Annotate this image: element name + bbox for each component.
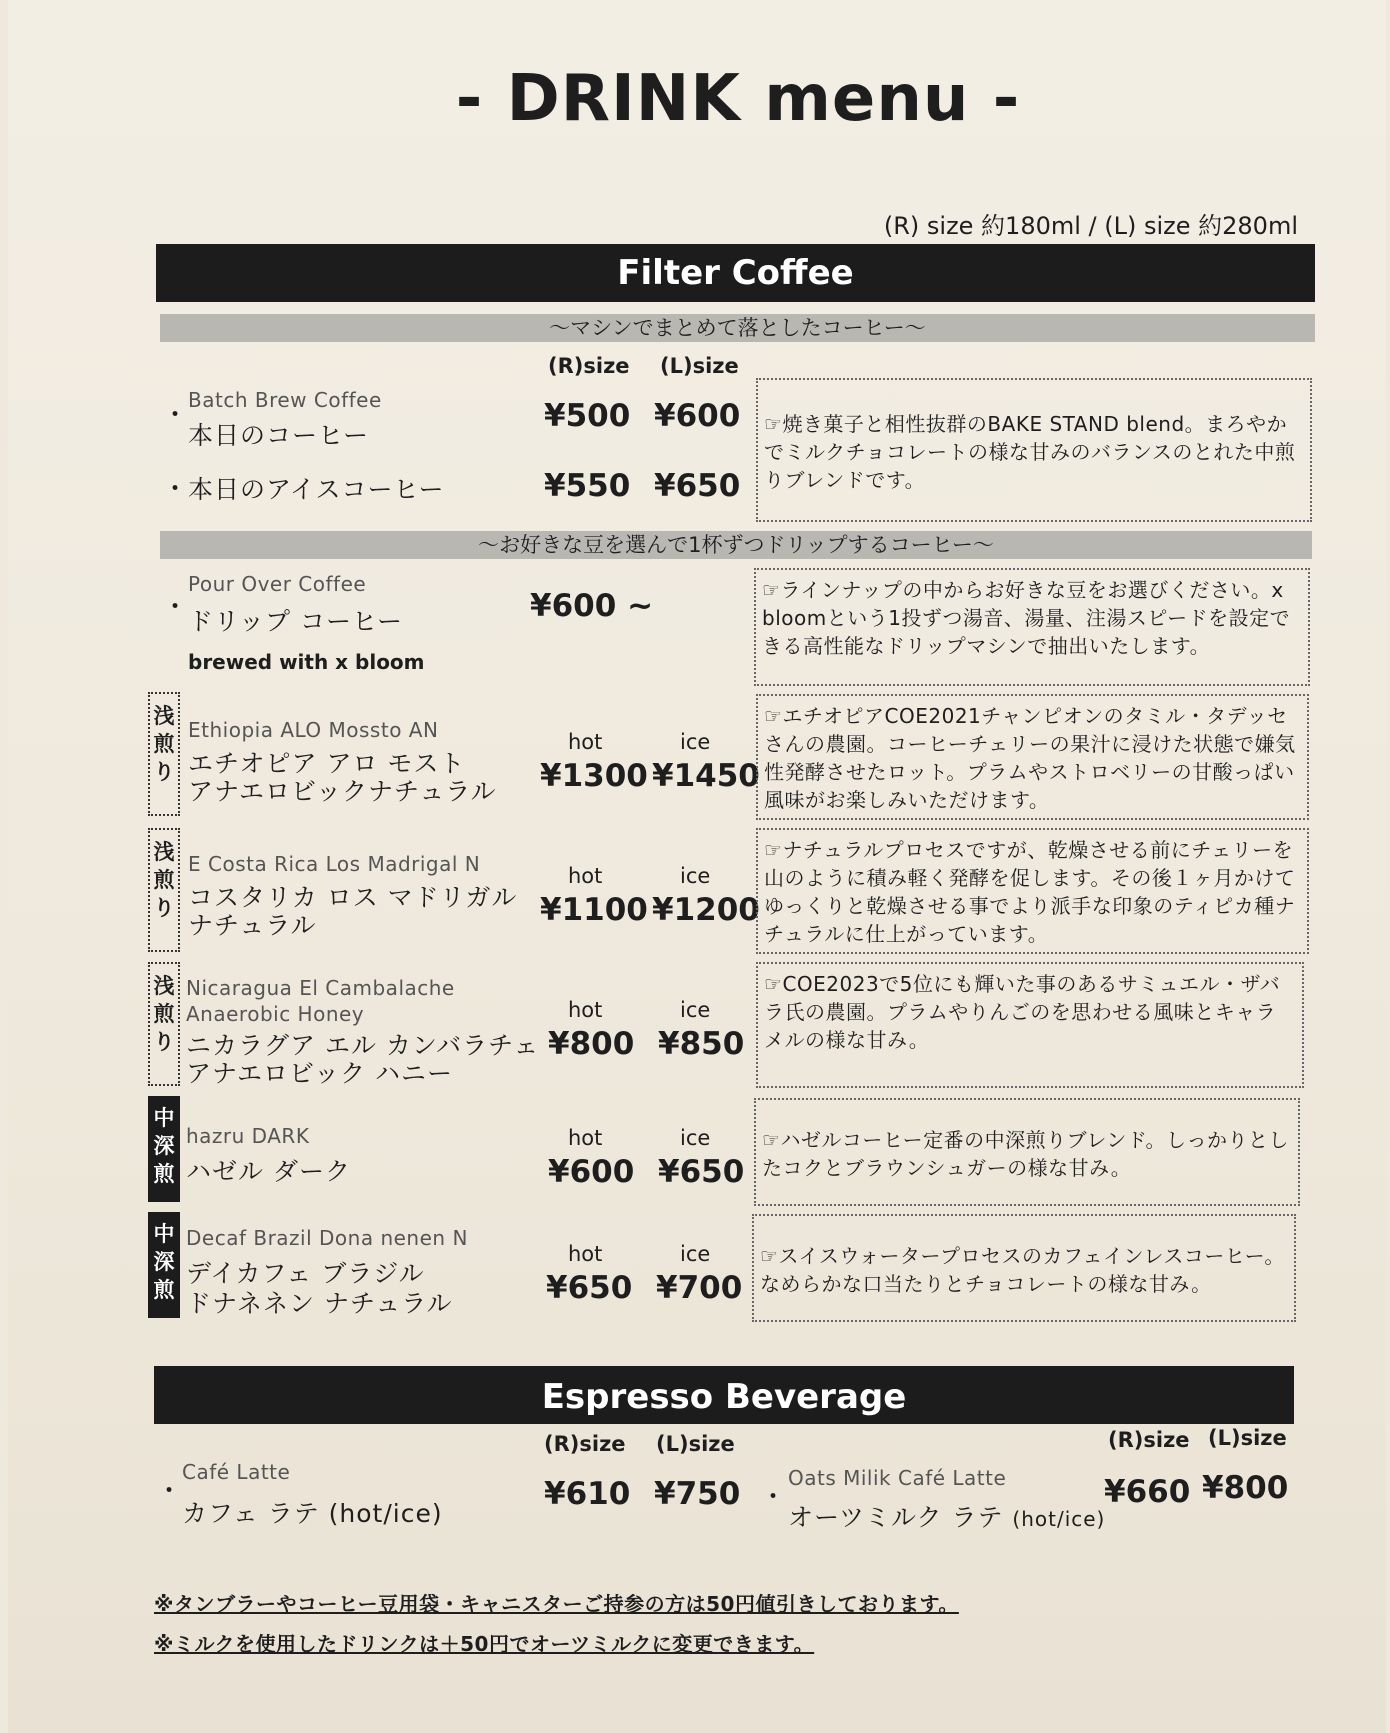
pointing-finger-icon: ☞ — [762, 1128, 781, 1152]
size-note: (R) size 約180ml / (L) size 約280ml — [883, 212, 1298, 240]
description-box: ☞COE2023で5位にも輝いた事のあるサミュエル・ザバラ氏の農園。プラムやりんごのを思わせる風味とキャラメルの様な甘み。 — [756, 962, 1304, 1088]
price-l: ¥650 — [654, 468, 741, 504]
item-sub-note: brewed with x bloom — [188, 650, 425, 674]
item-jp-name-2: ドナネネン ナチュラル — [186, 1289, 453, 1318]
footnote-discount: ※タンブラーやコーヒー豆用袋・キャニスターご持参の方は50円値引きしております。 — [154, 1592, 959, 1616]
item-jp-name: ニカラグア エル カンバラチェ — [186, 1031, 540, 1060]
item-jp-name-2: アナエロビックナチュラル — [188, 777, 497, 806]
item-jp-name: 本日のコーヒー — [188, 421, 370, 450]
bullet-dot-icon: ・ — [762, 1485, 785, 1510]
pointing-finger-icon: ☞ — [764, 972, 783, 996]
item-en-name: Pour Over Coffee — [188, 572, 367, 596]
section-heading-espresso: Espresso Beverage — [154, 1366, 1294, 1424]
price-hot: ¥1300 — [540, 758, 648, 794]
item-jp-name: 本日のアイスコーヒー — [188, 475, 445, 504]
item-en-name: Oats Milik Café Latte — [788, 1466, 1007, 1490]
pointing-finger-icon: ☞ — [760, 1244, 779, 1268]
item-jp-name: エチオピア アロ モスト — [188, 749, 466, 778]
col-header-r: (R)size — [1108, 1428, 1190, 1452]
hot-label: hot — [568, 864, 603, 888]
price: ¥600 ~ — [530, 588, 654, 624]
hot-label: hot — [568, 998, 603, 1022]
col-header-l: (L)size — [1208, 1426, 1287, 1450]
description-box: ☞スイスウォータープロセスのカフェインレスコーヒー。なめらかな口当たりとチョコレートの様な甘み。 — [752, 1214, 1296, 1322]
bullet-dot-icon: ・ — [164, 595, 187, 620]
subheading-batch: ～マシンでまとめて落としたコーヒー～ — [160, 314, 1315, 342]
item-jp-name: デイカフェ ブラジル — [186, 1259, 425, 1288]
item-jp-name: コスタリカ ロス マドリガル — [188, 883, 518, 912]
description-box: ☞ナチュラルプロセスですが、乾燥させる前にチェリーを山のように積み軽く発酵を促します。その後１ヶ月かけてゆっくりと乾燥させる事でより派手な印象のティピカ種ナチュラルに仕上がっています。 — [756, 828, 1309, 954]
page-title: - DRINK menu - — [455, 62, 1021, 136]
bullet-dot-icon: ・ — [164, 403, 187, 428]
price-ice: ¥650 — [658, 1154, 745, 1190]
item-en-name: Café Latte — [182, 1460, 291, 1484]
col-header-l: (L)size — [656, 1432, 735, 1456]
description-box: ☞ハゼルコーヒー定番の中深煎りブレンド。しっかりとしたコクとブラウンシュガーの様な甘み。 — [754, 1098, 1300, 1206]
price-hot: ¥800 — [548, 1026, 635, 1062]
price-ice: ¥850 — [658, 1026, 745, 1062]
ice-label: ice — [680, 864, 711, 888]
item-en-name: hazru DARK — [186, 1124, 310, 1148]
price-r: ¥500 — [544, 398, 631, 434]
description-box: ☞焼き菓子と相性抜群のBAKE STAND blend。まろやかでミルクチョコレートの様な甘みのバランスのとれた中煎りブレンドです。 — [756, 378, 1312, 522]
roast-badge: 浅 煎 り — [148, 962, 180, 1086]
description-box: ☞ラインナップの中からお好きな豆をお選びください。x bloomという1投ずつ湯音、湯量、注湯スピードを設定できる高性能なドリップマシンで抽出いたします。 — [754, 568, 1310, 686]
description-box: ☞エチオピアCOE2021チャンピオンのタミル・タデッセさんの農園。コーヒーチェリーの果汁に浸けた状態で嫌気性発酵させたロット。プラムやストロベリーの甘酸っぱい風味がお楽しみいただけます。 — [756, 694, 1309, 820]
item-en-name: E Costa Rica Los Madrigal N — [188, 852, 481, 876]
price-hot: ¥650 — [546, 1270, 633, 1306]
pointing-finger-icon: ☞ — [764, 838, 783, 862]
ice-label: ice — [680, 1242, 711, 1266]
menu-sheet — [8, 0, 1386, 1733]
item-en-name: Ethiopia ALO Mossto AN — [188, 718, 439, 742]
ice-label: ice — [680, 998, 711, 1022]
price-hot: ¥1100 — [540, 892, 648, 928]
item-jp-name: オーツミルク ラテ (hot/ice) — [788, 1503, 1106, 1532]
item-en-name: Nicaragua El Cambalache — [186, 976, 455, 1000]
price-l: ¥800 — [1202, 1470, 1289, 1506]
bullet-dot-icon: ・ — [158, 1479, 181, 1504]
footnote-oat-milk: ※ミルクを使用したドリンクは＋50円でオーツミルクに変更できます。 — [154, 1632, 815, 1656]
price-l: ¥600 — [654, 398, 741, 434]
item-en-name: Decaf Brazil Dona nenen N — [186, 1226, 468, 1250]
item-jp-name: カフェ ラテ (hot/ice) — [182, 1499, 443, 1528]
price-ice: ¥700 — [656, 1270, 743, 1306]
ice-label: ice — [680, 1126, 711, 1150]
roast-badge: 中 深 煎 — [148, 1096, 180, 1202]
bullet-dot-icon: ・ — [164, 477, 187, 502]
roast-badge: 中 深 煎 — [148, 1212, 180, 1318]
item-jp-name: ドリップ コーヒー — [188, 607, 403, 636]
price-r: ¥660 — [1104, 1474, 1191, 1510]
pointing-finger-icon: ☞ — [764, 412, 783, 436]
price-r: ¥610 — [544, 1476, 631, 1512]
item-jp-name-2: アナエロビック ハニー — [186, 1059, 453, 1088]
hot-label: hot — [568, 1242, 603, 1266]
subheading-pour-over: ～お好きな豆を選んで1杯ずつドリップするコーヒー～ — [160, 531, 1312, 559]
roast-badge: 浅 煎 り — [148, 828, 180, 952]
item-jp-name: ハゼル ダーク — [186, 1157, 351, 1186]
section-heading-filter: Filter Coffee — [156, 244, 1315, 302]
item-jp-name-2: ナチュラル — [188, 911, 317, 940]
ice-label: ice — [680, 730, 711, 754]
item-en-name-2: Anaerobic Honey — [186, 1002, 365, 1026]
pointing-finger-icon: ☞ — [762, 578, 781, 602]
hot-label: hot — [568, 730, 603, 754]
hot-label: hot — [568, 1126, 603, 1150]
col-header-r: (R)size — [548, 354, 630, 378]
price-hot: ¥600 — [548, 1154, 635, 1190]
price-ice: ¥1200 — [652, 892, 760, 928]
price-l: ¥750 — [654, 1476, 741, 1512]
price-ice: ¥1450 — [652, 758, 760, 794]
item-en-name: Batch Brew Coffee — [188, 388, 382, 412]
price-r: ¥550 — [544, 468, 631, 504]
roast-badge: 浅 煎 り — [148, 692, 180, 816]
pointing-finger-icon: ☞ — [764, 704, 783, 728]
col-header-l: (L)size — [660, 354, 739, 378]
col-header-r: (R)size — [544, 1432, 626, 1456]
